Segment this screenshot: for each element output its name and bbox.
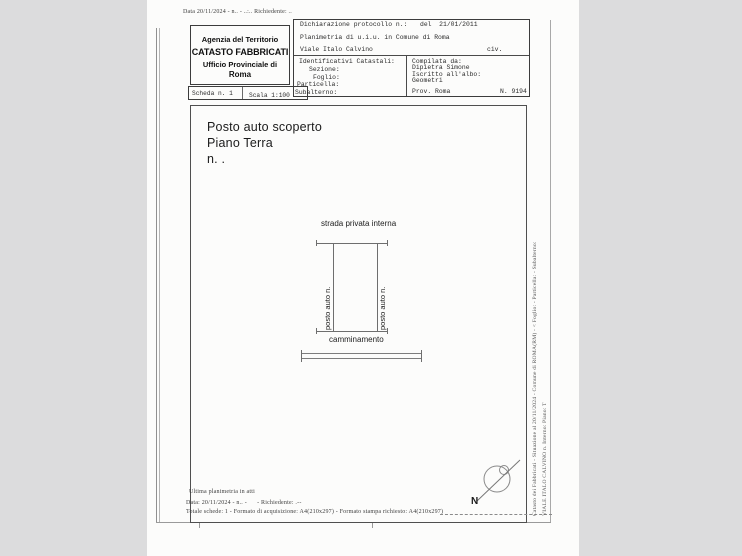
print-date-line: Data 20/11/2024 - n.. - ..:.. Richiedente: .. (183, 9, 292, 15)
compiled-by-label: Compilata da: (412, 57, 462, 65)
plan-title-block (207, 119, 322, 167)
civic-label: civ. (487, 46, 503, 53)
walkway-tick-right (421, 350, 422, 362)
plan-title-line1: Posto auto scoperto (207, 120, 322, 134)
sheet-number-cell (189, 87, 243, 99)
parking-spot-right-label: posto auto n. (378, 286, 387, 330)
declaration-divider-horizontal (294, 55, 529, 56)
albo-label: Iscritto all'albo: (412, 71, 482, 78)
north-arrow-icon (465, 449, 527, 509)
margin-text-line1: Catasto dei Fabbricati - Situazione al 20/11/2024 - Comune di ROMA(RM) - < Foglio: - Particella: - Subalterno: (532, 241, 538, 516)
parking-dimension-bottom (316, 331, 388, 332)
parking-dim-bottom-tick-right (387, 328, 388, 334)
sezione-label: Sezione: (309, 66, 340, 73)
outer-border-left-line (156, 28, 157, 523)
walkway-line-bottom (301, 358, 421, 359)
albo-value: Geometri (412, 77, 443, 84)
walkway-line-top (301, 353, 421, 354)
particella-label: Particella: (297, 81, 340, 88)
bottom-tick-left (199, 523, 200, 528)
agency-name: Agenzia del Territorio (201, 35, 279, 44)
bottom-tick-middle (372, 523, 373, 528)
agency-header-box (190, 25, 290, 85)
parking-dim-top-tick-right (387, 240, 388, 246)
north-label: N (471, 496, 479, 507)
walkway-label: camminamento (329, 335, 384, 344)
sheet-info-box (188, 86, 308, 100)
parking-dim-top-tick-left (316, 240, 317, 246)
margin-rotated-text (531, 224, 551, 516)
footer-line2: Data: 20/11/2024 - n.. - - Richiedente: .-- (186, 500, 302, 506)
street-address: Viale Italo Calvino (300, 46, 373, 53)
license-number: N. 9194 (500, 87, 527, 95)
declaration-divider-vertical (406, 55, 407, 96)
plan-title-line3: n. . (207, 152, 226, 166)
parking-boundary-left (333, 243, 334, 332)
subalterno-label: Subalterno: (295, 88, 338, 96)
plan-title-line2: Piano Terra (207, 136, 273, 150)
office-city: Roma (228, 70, 252, 79)
walkway-tick-left (301, 350, 302, 362)
protocol-label: Dichiarazione protocollo n.: (300, 21, 408, 28)
planimetria-line: Planimetria di u.i.u. in Comune di Roma (300, 34, 450, 41)
compiled-by-name: Dipietra Simone (412, 63, 470, 71)
footer-line1: Ultima planimetria in atti (189, 489, 256, 495)
sheet-number: Scheda n. 1 (192, 89, 233, 97)
margin-text-line2: VIALE ITALO CALVINO n. Interno: Piano: T (541, 402, 548, 516)
footer-line3: Totale schede: 1 - Formato di acquisizione: A4(210x297) - Formato stampa richiesto: A4(210x297) (186, 509, 444, 515)
province-label: Prov. Roma (412, 87, 451, 95)
foglio-label: Foglio: (313, 73, 340, 81)
outer-border-left-line-2 (159, 28, 160, 523)
office-line: Ufficio Provinciale di (202, 60, 278, 69)
parking-spot-left-label: posto auto n. (322, 286, 332, 330)
catasto-fabbricati-title: CATASTO FABBRICATI (191, 47, 289, 57)
parking-dim-bottom-tick-left (316, 328, 317, 334)
protocol-date: del 21/01/2011 (420, 21, 478, 28)
road-label: strada privata interna (321, 219, 397, 228)
cadastral-ids-title: Identificativi Catastali: (299, 58, 395, 65)
scale-value: Scala 1:100 (249, 92, 290, 99)
